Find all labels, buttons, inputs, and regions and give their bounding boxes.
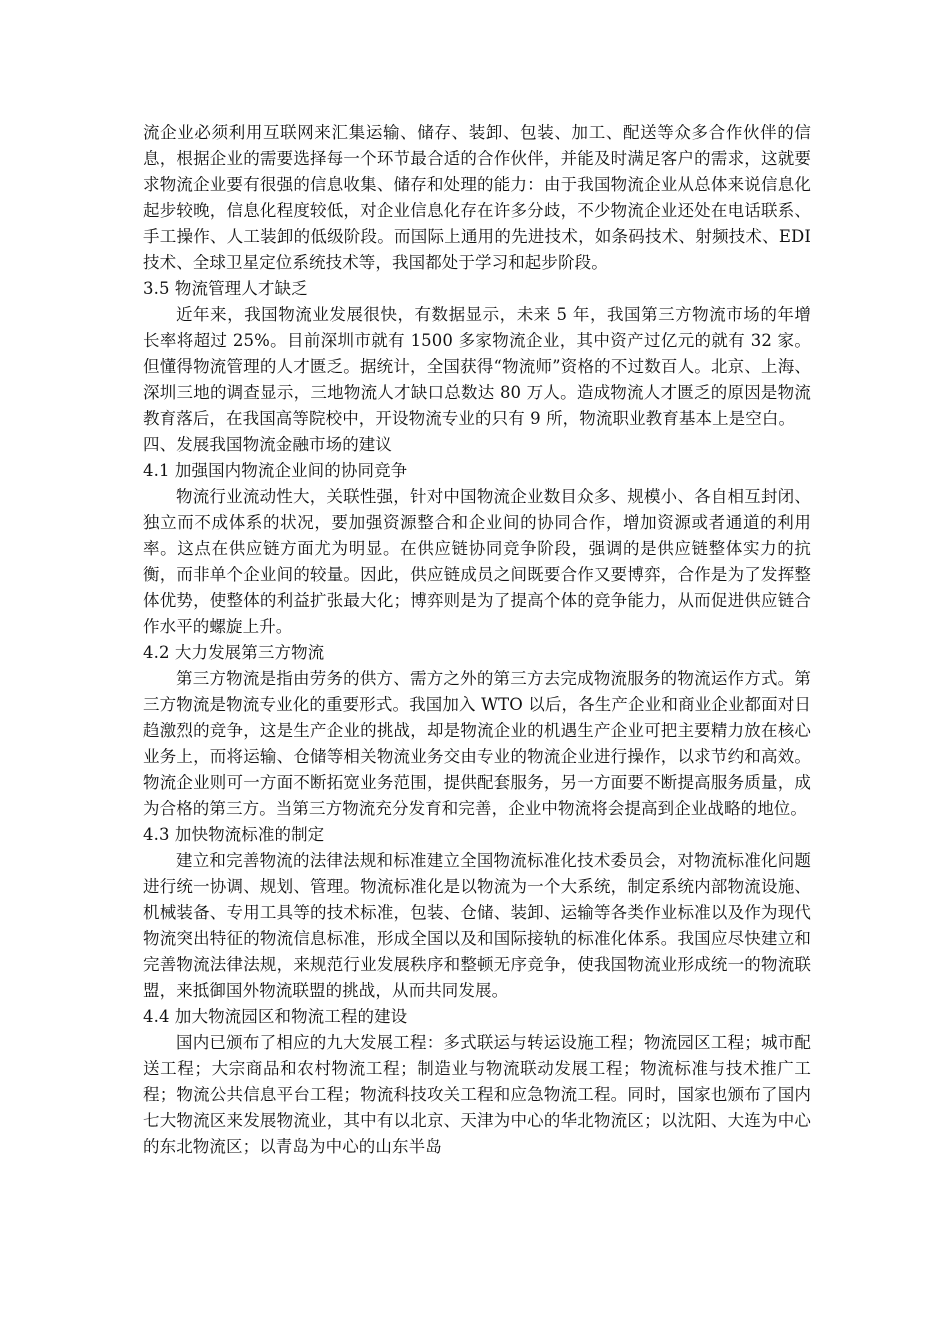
- heading-4-2-third-party-logistics: 4.2 大力发展第三方物流: [143, 643, 325, 662]
- heading-4-3-logistics-standards: 4.3 加快物流标准的制定: [143, 825, 325, 844]
- paragraph-logistics-parks: 国内已颁布了相应的九大发展工程：多式联运与转运设施工程；物流园区工程；城市配送工程；大宗商品和农村物流工程；制造业与物流联动发展工程；物流标准与技术推广工程；物流公共信息平台工程；物流科技攻关工程和应急物流工程。同时，国家也颁布了国内七大物流区来发展物流业，其中有以北京、天津为中心的华北物流区；以沈阳、大连为中心的东北物流区；以青岛为中心的山东半岛: [143, 1033, 811, 1156]
- paragraph-information-capability: 流企业必须利用互联网来汇集运输、储存、装卸、包装、加工、配送等众多合作伙伴的信息，根据企业的需要选择每一个环节最合适的合作伙伴，并能及时满足客户的需求，这就要求物流企业要有很强的信息收集、储存和处理的能力：由于我国物流企业从总体来说信息化起步较晚，信息化程度较低，对企业信息化存在许多分歧，不少物流企业还处在电话联系、手工操作、人工装卸的低级阶段。而国际上通用的先进技术，如条码技术、射频技术、EDI 技术、全球卫星定位系统技术等，我国都处于学习和起步阶段。: [143, 123, 811, 272]
- heading-4-1-collaborative-competition: 4.1 加强国内物流企业间的协同竞争: [143, 461, 408, 480]
- heading-section-4-suggestions: 四、发展我国物流金融市场的建议: [143, 435, 392, 454]
- heading-3-5-talent-shortage: 3.5 物流管理人才缺乏: [143, 279, 308, 298]
- heading-4-4-logistics-parks: 4.4 加大物流园区和物流工程的建设: [143, 1007, 408, 1026]
- paragraph-third-party-logistics: 第三方物流是指由劳务的供方、需方之外的第三方去完成物流服务的物流运作方式。第三方物流是物流专业化的重要形式。我国加入 WTO 以后，各生产企业和商业企业都面对日趋激烈的竞争，这是生产企业的挑战，却是物流企业的机遇生产企业可把主要精力放在核心业务上，而将运输、仓储等相关物流业务交由专业的物流企业进行操作，以求节约和高效。物流企业则可一方面不断拓宽业务范围，提供配套服务，另一方面要不断提高服务质量，成为合格的第三方。当第三方物流充分发育和完善，企业中物流将会提高到企业战略的地位。: [143, 669, 811, 818]
- document-page: [143, 120, 811, 1160]
- paragraph-collaborative-competition: 物流行业流动性大，关联性强，针对中国物流企业数目众多、规模小、各自相互封闭、独立而不成体系的状况，要加强资源整合和企业间的协同合作，增加资源或者通道的利用率。这点在供应链方面尤为明显。在供应链协同竞争阶段，强调的是供应链整体实力的抗衡，而非单个企业间的较量。因此，供应链成员之间既要合作又要博弈，合作是为了发挥整体优势，使整体的利益扩张最大化；博弈则是为了提高个体的竞争能力，从而促进供应链合作水平的螺旋上升。: [143, 487, 811, 636]
- paragraph-talent-shortage: 近年来，我国物流业发展很快，有数据显示，未来 5 年，我国第三方物流市场的年增长率将超过 25%。目前深圳市就有 1500 多家物流企业，其中资产过亿元的就有 32 家。但懂得物流管理的人才匮乏。据统计，全国获得“物流师”资格的不过数百人。北京、上海、深圳三地的调查显示，三地物流人才缺口总数达 80 万人。造成物流人才匮乏的原因是物流教育落后，在我国高等院校中，开设物流专业的只有 9 所，物流职业教育基本上是空白。: [143, 305, 811, 428]
- paragraph-logistics-standards: 建立和完善物流的法律法规和标准建立全国物流标准化技术委员会，对物流标准化问题进行统一协调、规划、管理。物流标准化是以物流为一个大系统，制定系统内部物流设施、机械装备、专用工具等的技术标准，包装、仓储、装卸、运输等各类作业标准以及作为现代物流突出特征的物流信息标准，形成全国以及和国际接轨的标准化体系。我国应尽快建立和完善物流法律法规，来规范行业发展秩序和整顿无序竞争，使我国物流业形成统一的物流联盟，来抵御国外物流联盟的挑战，从而共同发展。: [143, 851, 811, 1000]
